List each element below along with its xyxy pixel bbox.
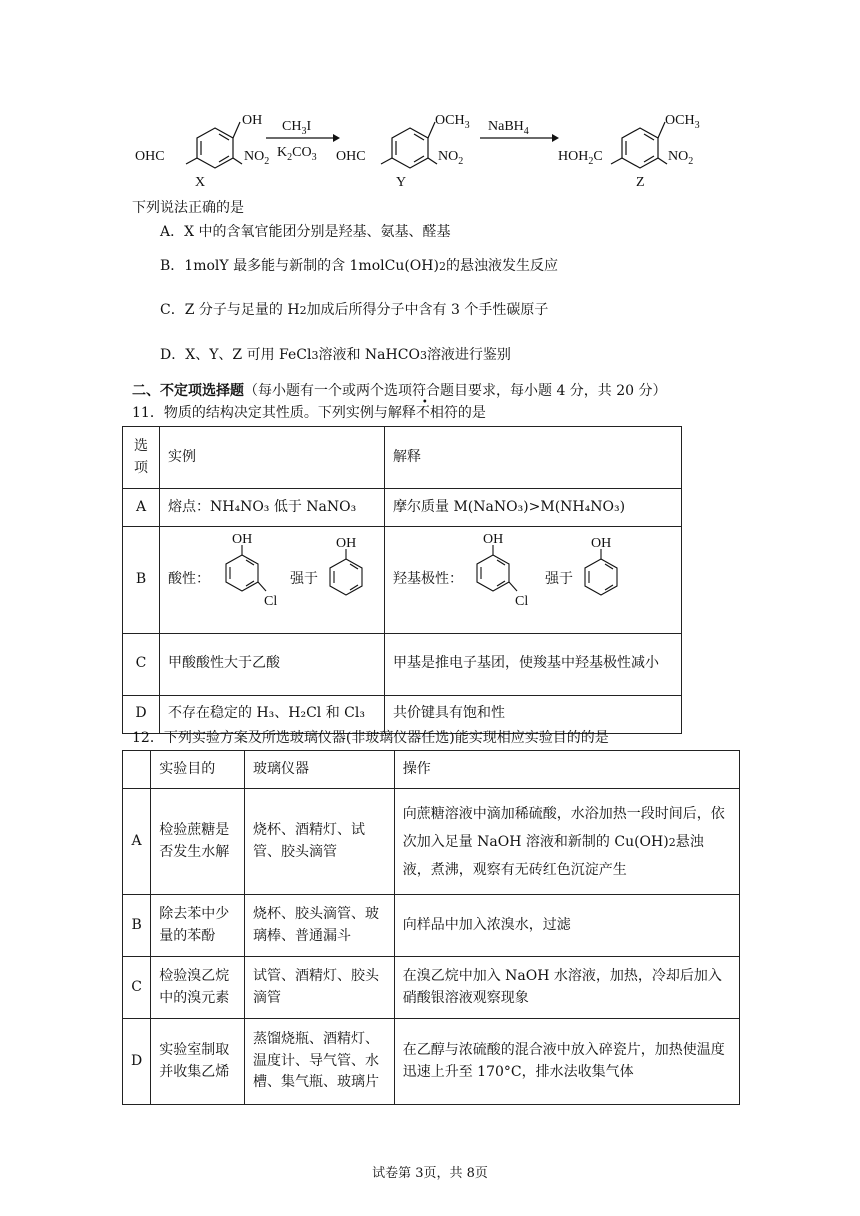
oh-label: OH xyxy=(232,532,253,547)
cl-label: Cl xyxy=(515,594,529,609)
row-goal: 实验室制取并收集乙烯 xyxy=(151,1019,245,1105)
q11-table xyxy=(122,426,682,734)
row-operation: 在乙醇与浓硫酸的混合液中放入碎瓷片，加热使温度迅速上升至 170°C，排水法收集气体 xyxy=(394,1019,739,1105)
row-operation: 向蔗糖溶液中滴加稀硫酸，水浴加热一段时间后，依次加入足量 NaOH 溶液和新制的 Cu(OH)2悬浊液，煮沸，观察有无砖红色沉淀产生 xyxy=(394,789,739,895)
reagent-1-top: $CH_3I$ xyxy=(282,119,312,137)
header-glassware: 玻璃仪器 xyxy=(245,751,395,789)
stronger-than: 强于 xyxy=(290,572,318,587)
row-explain: 共价键具有饱和性 xyxy=(385,695,682,733)
phenol-structure xyxy=(585,549,617,595)
row-goal: 检验蔗糖是否发生水解 xyxy=(151,789,245,895)
table-row xyxy=(123,527,682,634)
q12-table xyxy=(122,750,740,1105)
chlorophenol-structure xyxy=(226,545,266,591)
molecule-x xyxy=(186,122,242,168)
x-cho-label: OHC xyxy=(135,149,165,164)
page-footer: 试卷第 3页，共 8页 xyxy=(372,1166,488,1181)
acidity-structures xyxy=(160,527,384,625)
q10-stem: 下列说法正确的是 xyxy=(132,200,244,216)
reaction-scheme xyxy=(120,100,760,195)
row-option: B xyxy=(123,527,160,634)
example-prefix: 酸性： xyxy=(168,572,210,587)
row-explain: 甲基是推电子基团，使羧基中羟基极性减小 xyxy=(385,633,682,695)
row-option: D xyxy=(123,695,160,733)
table-row xyxy=(123,489,682,527)
stronger-than: 强于 xyxy=(545,572,573,587)
row-glassware: 烧杯、酒精灯、试管、胶头滴管 xyxy=(245,789,395,895)
row-explain xyxy=(385,527,682,634)
header-option xyxy=(123,751,151,789)
row-option: C xyxy=(123,633,160,695)
table-row xyxy=(123,957,740,1019)
oh-label: OH xyxy=(483,532,504,547)
header-example: 实例 xyxy=(160,427,385,489)
row-glassware: 试管、酒精灯、胶头滴管 xyxy=(245,957,395,1019)
polarity-structures xyxy=(385,527,681,625)
row-option: D xyxy=(123,1019,151,1105)
oh-label: OH xyxy=(336,536,357,551)
y-och3-label: $OCH_3$ xyxy=(435,113,470,131)
header-explain: 解释 xyxy=(385,427,682,489)
row-goal: 除去苯中少量的苯酚 xyxy=(151,895,245,957)
table-row xyxy=(123,695,682,733)
row-glassware: 蒸馏烧瓶、酒精灯、温度计、导气管、水槽、集气瓶、玻璃片 xyxy=(245,1019,395,1105)
chlorophenol-structure xyxy=(477,545,517,591)
table-row xyxy=(123,427,682,489)
explain-prefix: 羟基极性： xyxy=(393,572,463,587)
x-no2-label: $NO_2$ xyxy=(244,149,270,167)
table-row xyxy=(123,633,682,695)
q10-option-b: B．1molY 最多能与新制的含 1molCu(OH)2的悬浊液发生反应 xyxy=(160,258,558,274)
phenol-structure xyxy=(330,549,362,595)
z-ch2oh-label: $HOH_2C$ xyxy=(558,149,603,167)
y-no2-label: $NO_2$ xyxy=(438,149,464,167)
row-example xyxy=(160,527,385,634)
row-example: 甲酸酸性大于乙酸 xyxy=(160,633,385,695)
row-operation: 在溴乙烷中加入 NaOH 水溶液，加热，冷却后加入硝酸银溶液观察现象 xyxy=(394,957,739,1019)
table-row xyxy=(123,1019,740,1105)
row-example: 不存在稳定的 H₃、H₂Cl 和 Cl₃ xyxy=(160,695,385,733)
arrow-2-head xyxy=(552,134,559,142)
cl-label: Cl xyxy=(264,594,278,609)
x-label: X xyxy=(195,175,206,190)
q10-option-d: D．X、Y、Z 可用 FeCl3溶液和 NaHCO3溶液进行鉴别 xyxy=(160,347,511,363)
q11-stem: 11．物质的结构决定其性质。下列实例与解释不 • 相符的是 xyxy=(132,397,486,421)
x-oh-label: OH xyxy=(242,113,263,128)
section-2-heading: 二、不定项选择题（每小题有一个或两个选项符合题目要求，每小题 4 分，共 20 分） xyxy=(132,383,667,399)
row-example: 熔点：NH₄NO₃ 低于 NaNO₃ xyxy=(160,489,385,527)
q10-option-c: C．Z 分子与足量的 H2加成后所得分子中含有 3 个手性碳原子 xyxy=(160,302,549,318)
molecule-y xyxy=(381,122,437,168)
q10-option-a: A．X 中的含氧官能团分别是羟基、氨基、醛基 xyxy=(160,224,451,240)
row-operation: 向样品中加入浓溴水，过滤 xyxy=(394,895,739,957)
y-cho-label: OHC xyxy=(336,149,366,164)
z-no2-label: $NO_2$ xyxy=(668,149,694,167)
arrow-1-head xyxy=(333,134,340,142)
oh-label: OH xyxy=(591,536,612,551)
z-label: Z xyxy=(636,175,645,190)
row-option: A xyxy=(123,489,160,527)
table-row xyxy=(123,895,740,957)
row-option: B xyxy=(123,895,151,957)
row-goal: 检验溴乙烷中的溴元素 xyxy=(151,957,245,1019)
table-row xyxy=(123,751,740,789)
reagent-1-bottom: $K_2CO_3$ xyxy=(277,145,317,163)
header-option: 选项 xyxy=(123,427,160,489)
table-row xyxy=(123,789,740,895)
row-option: A xyxy=(123,789,151,895)
molecule-z xyxy=(611,122,667,168)
q11-emphasis: 不 • xyxy=(415,397,430,421)
header-operation: 操作 xyxy=(394,751,739,789)
header-goal: 实验目的 xyxy=(151,751,245,789)
row-option: C xyxy=(123,957,151,1019)
y-label: Y xyxy=(396,175,407,190)
row-explain: 摩尔质量 M(NaNO₃)>M(NH₄NO₃) xyxy=(385,489,682,527)
q12-stem: 12．下列实验方案及所选玻璃仪器(非玻璃仪器任选)能实现相应实验目的的是 xyxy=(132,730,609,746)
row-glassware: 烧杯、胶头滴管、玻璃棒、普通漏斗 xyxy=(245,895,395,957)
reagent-2-top: NaBH$_4$ xyxy=(488,119,529,137)
z-och3-label: $OCH_3$ xyxy=(665,113,700,131)
